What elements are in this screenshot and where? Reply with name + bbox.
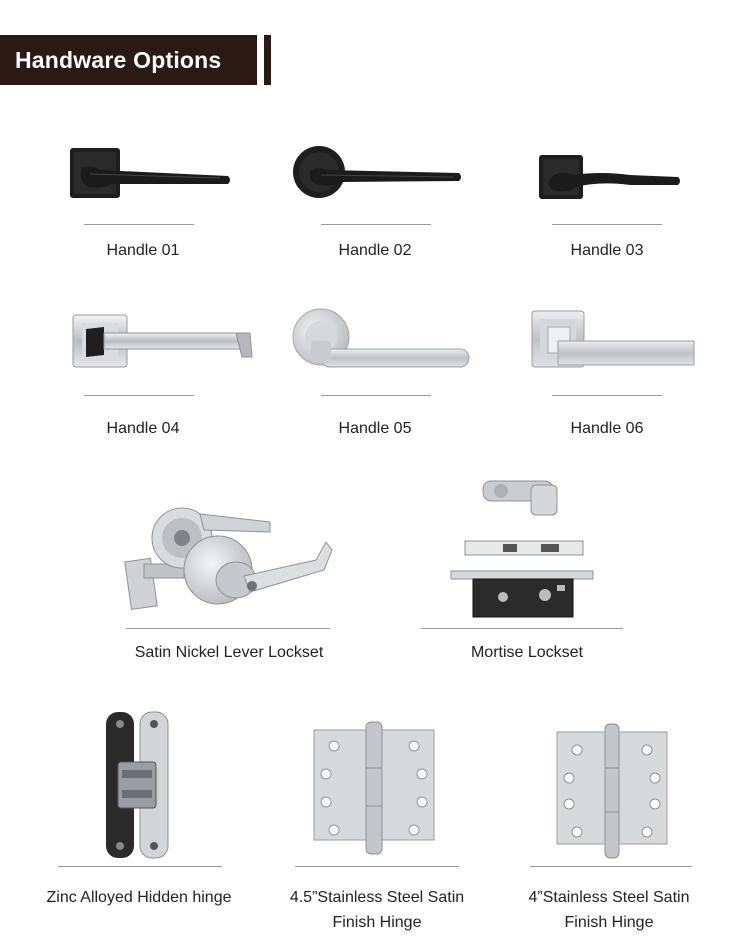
product-handle-04[interactable] — [70, 305, 255, 375]
handle-02-divider — [321, 224, 431, 225]
handle-05-image — [285, 305, 475, 375]
product-handle-02[interactable] — [285, 140, 470, 210]
hinge-4-label-line2: Finish Hinge — [564, 914, 654, 931]
handle-06-label: Handle 06 — [570, 420, 644, 437]
product-hinge-4-5[interactable] — [310, 718, 438, 858]
product-hinge-4[interactable] — [555, 722, 670, 860]
hidden-hinge-divider — [58, 866, 222, 867]
product-handle-06[interactable] — [530, 305, 700, 375]
handle-05-divider — [321, 395, 431, 396]
handle-06-image — [530, 305, 700, 375]
product-handle-03[interactable] — [530, 145, 690, 210]
lever-lockset-image — [120, 500, 335, 615]
handle-04-divider — [84, 395, 194, 396]
handle-02-image — [285, 140, 470, 210]
product-mortise-lockset[interactable] — [445, 475, 605, 620]
handle-06-divider — [552, 395, 662, 396]
product-lever-lockset[interactable] — [120, 500, 335, 615]
hinge-4-label-line1: 4”Stainless Steel Satin — [528, 889, 690, 906]
hidden-hinge-label: Zinc Alloyed Hidden hinge — [46, 889, 232, 906]
product-handle-05[interactable] — [285, 305, 475, 375]
handle-05-label: Handle 05 — [338, 420, 412, 437]
hinge-4-5-divider — [295, 866, 459, 867]
lever-lockset-label: Satin Nickel Lever Lockset — [134, 644, 324, 661]
handle-01-image — [60, 140, 240, 210]
lever-lockset-divider — [126, 628, 330, 629]
handle-01-divider — [84, 224, 194, 225]
handle-03-label: Handle 03 — [570, 242, 644, 259]
page-title: Handware Options — [0, 35, 257, 85]
mortise-lockset-divider — [421, 628, 623, 629]
mortise-lockset-label: Mortise Lockset — [470, 644, 584, 661]
handle-04-image — [70, 305, 255, 375]
handle-01-label: Handle 01 — [106, 242, 180, 259]
hinge-4-5-label-line1: 4.5”Stainless Steel Satin — [289, 889, 465, 906]
handle-03-image — [530, 145, 690, 210]
hidden-hinge-image — [100, 710, 175, 860]
product-handle-01[interactable] — [60, 140, 240, 210]
handle-02-label: Handle 02 — [338, 242, 412, 259]
handle-03-divider — [552, 224, 662, 225]
title-accent-bar — [264, 35, 271, 85]
hinge-4-5-image — [310, 718, 438, 858]
hinge-4-divider — [530, 866, 692, 867]
product-hidden-hinge[interactable] — [100, 710, 175, 860]
mortise-lockset-image — [445, 475, 605, 620]
hinge-4-5-label-line2: Finish Hinge — [332, 914, 422, 931]
hinge-4-image — [555, 722, 670, 860]
handle-04-label: Handle 04 — [106, 420, 180, 437]
